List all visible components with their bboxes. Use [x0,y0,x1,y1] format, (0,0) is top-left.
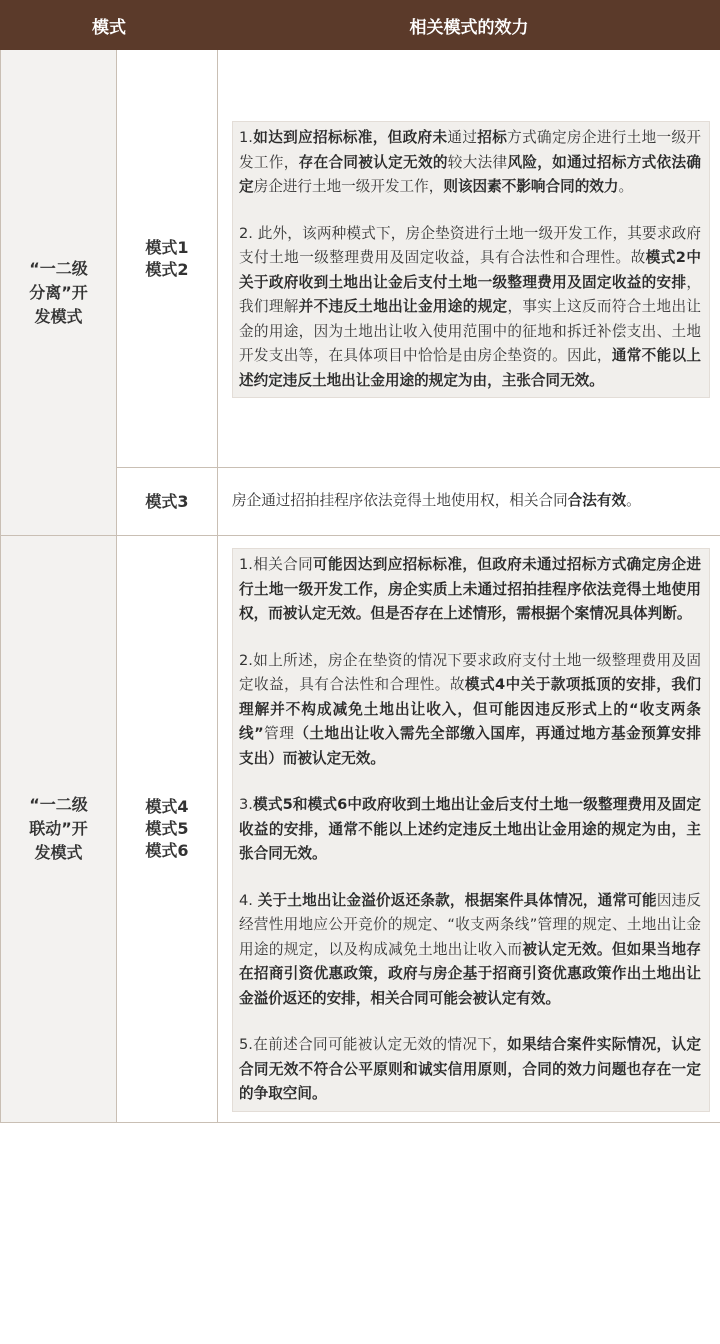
body-text: 较大法律 [447,153,508,171]
validity-paragraph [239,889,701,1012]
body-text: 。 [626,492,641,510]
body-text: 通过 [447,129,478,146]
emphasis-text: 并不违反土地出让金用途的规定 [298,298,508,315]
body-text: 房企进行土地一级开发工作， [253,178,444,195]
body-text: 4. [239,891,258,909]
group-linkage [1,536,117,1123]
emphasis-text: 存在合同被认定无效的 [298,153,448,171]
validity-text-box [232,121,710,398]
validity-paragraph [239,126,701,200]
mode-name: 模式6 [145,840,189,860]
emphasis-text: （土地出让收入需先全部缴入国库，再通过地方基金预算安排支出）而被认定无效。 [239,725,701,767]
emphasis-text: 如果结合案件实际情况，认定合同无效不符合公平原则和诚实信用原则，合同的效力问题也存在一定的争取空间。 [239,1036,701,1102]
emphasis-text: 则该因素不影响合同的效力 [443,178,619,195]
emphasis-text: 被认定无效。但如果当地存在招商引资优惠政策，政府与房企基于招商引资优惠政策作出土地出让金溢价返还的安排，相关合同可能会被认定有效。 [239,940,701,1007]
header-validity: 相关模式的效力 [218,1,720,50]
group-label-line: 发模式 [34,842,83,862]
group-label-line: 联动”开 [29,818,88,838]
body-text: 2. 此外，该两种模式下，房企垫资进行土地一级开发工作，其要求政府支付土地一级整理费用及固定收益，具有合法性和合理性。故 [239,224,701,266]
group-label-line: “一二级 [29,794,88,814]
header-mode: 模式 [1,1,218,50]
group-separation [1,50,117,536]
table-row [1,50,720,468]
validity-cell [218,50,720,468]
emphasis-text: 模式4中关于款项抵顶的安排，我们理解并不构成减免土地出让收入，但可能因违反形式上的“收支两条线” [239,676,701,742]
table-header-row [1,1,720,50]
table-row [1,536,720,1123]
body-text: 2.如上所述，房企在垫资的情况下要求政府支付土地一级整理费用及固定收益，具有合法性和合理性。故 [239,651,701,693]
group-label-line: 分离”开 [29,282,88,302]
emphasis-text: 通常不能以上述约定违反土地出让金用途的规定为由，主张合同无效。 [239,347,701,389]
validity-paragraph [239,793,701,867]
emphasis-text: 模式2中关于政府收到土地出让金后支付土地一级整理费用及固定收益的安排 [239,249,701,291]
body-text: 。 [618,178,634,195]
emphasis-text: 招标 [477,129,508,146]
validity-cell [218,536,720,1123]
emphasis-text: 关于土地出让金溢价返还条款，根据案件具体情况，通常可能 [257,891,657,909]
validity-text-box [232,489,710,514]
mode-name: 模式3 [145,491,189,511]
emphasis-text: 模式5和模式6中政府收到土地出让金后支付土地一级整理费用及固定收益的安排，通常不能以上述约定违反土地出让金用途的规定为由，主张合同无效。 [239,796,701,862]
emphasis-text: 如达到应招标标准，但政府未 [252,129,448,146]
body-text: 房企通过招拍挂程序依法竞得土地使用权，相关合同 [232,492,568,510]
body-text: 3. [239,796,253,813]
mode-name: 模式4 [145,796,189,816]
emphasis-text: 风险，如通过招标方式依法确定 [239,153,701,195]
validity-paragraph [239,553,701,627]
mode-name: 模式1 [145,237,189,257]
validity-paragraph [239,222,701,394]
mode-name: 模式2 [145,259,189,279]
validity-paragraph [239,1033,701,1107]
body-text: 5.在前述合同可能被认定无效的情况下， [239,1036,508,1053]
body-text: 因违反经营性用地应公开竞价的规定、“收支两条线”管理的规定、土地出让金用途的规定，以及构成减免土地出让收入而 [239,891,701,958]
emphasis-text: 可能因达到应招标标准，但政府未通过招标方式确定房企进行土地一级开发工作，房企实质上未通过招拍挂程序依法竞得土地使用权，而被认定无效。但是否存在上述情形，需根据个案情况具体判断。 [239,556,701,622]
validity-cell [218,468,720,536]
emphasis-text: 合法有效 [567,492,627,510]
mode-name: 模式5 [145,818,189,838]
mode-label-1-2 [117,50,218,468]
body-text: 管理 [263,725,295,742]
group-label-line: “一二级 [29,258,88,278]
body-text: 1.相关合同 [239,556,314,573]
validity-text-box [232,548,710,1112]
body-text: 1. [239,129,253,146]
body-text: ，事实上这反而符合土地出让金的用途，因为土地出让收入使用范围中的征地和拆迁补偿支出、土地开发支出等，在具体项目中恰恰是由房企垫资的。因此， [239,298,701,364]
validity-paragraph [239,649,701,772]
mode-label-3 [117,468,218,536]
group-label-line: 发模式 [34,306,83,326]
body-text: 方式确定房企进行土地一级开发工作， [239,129,701,171]
mode-label-4-5-6 [117,536,218,1123]
body-text: ，我们理解 [239,273,701,315]
validity-paragraph [232,489,702,514]
